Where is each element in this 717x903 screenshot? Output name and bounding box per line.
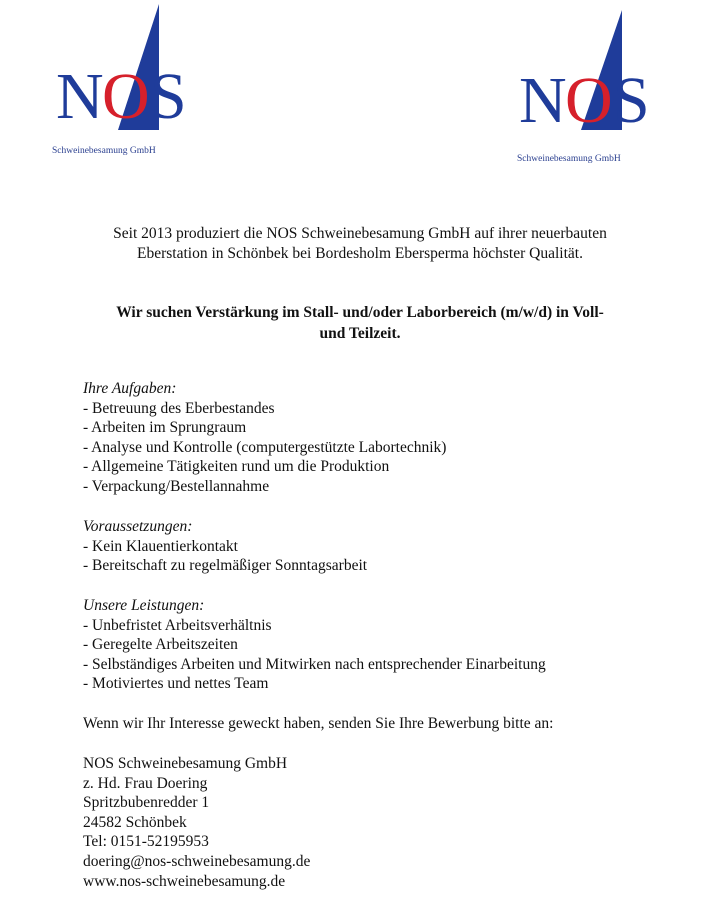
requirements-list xyxy=(83,537,683,576)
logo-left-caption: Schweinebesamung GmbH xyxy=(52,146,156,156)
company-logo-left xyxy=(56,4,206,134)
logo-right-caption: Schweinebesamung GmbH xyxy=(517,154,621,164)
list-item: - Kein Klauentierkontakt xyxy=(83,537,238,555)
logo-letter-n: N xyxy=(519,64,567,137)
website-link[interactable]: www.nos-schweinebesamung.de xyxy=(83,872,286,890)
company-logo-right xyxy=(519,10,669,140)
requirements-section xyxy=(83,517,683,576)
list-item: - Unbefristet Arbeitsverhältnis xyxy=(83,616,272,634)
intro-line: Seit 2013 produziert die NOS Schweinebesamung GmbH auf ihrer neuerbauten xyxy=(113,225,607,242)
tasks-heading: Ihre Aufgaben: xyxy=(83,380,177,397)
job-headline xyxy=(60,302,660,344)
attention-line: z. Hd. Frau Doering xyxy=(83,774,208,792)
list-item: - Verpackung/Bestellannahme xyxy=(83,477,270,495)
benefits-section xyxy=(83,596,683,694)
nos-logo-graphic xyxy=(519,10,669,140)
intro-line: Eberstation in Schönbek bei Bordesholm Ebersperma höchster Qualität. xyxy=(137,245,583,262)
benefits-list xyxy=(83,616,683,694)
requirements-heading: Voraussetzungen: xyxy=(83,518,193,535)
intro-paragraph xyxy=(60,224,660,264)
list-item: - Analyse und Kontrolle (computergestützte Labortechnik) xyxy=(83,438,447,456)
list-item: - Arbeiten im Sprungraum xyxy=(83,419,247,437)
headline-line: und Teilzeit. xyxy=(319,325,401,342)
list-item: - Betreuung des Eberbestandes xyxy=(83,399,275,417)
email-link[interactable]: doering@nos-schweinebesamung.de xyxy=(83,852,311,870)
logo-letter-s: S xyxy=(150,60,187,133)
phone-line: Tel: 0151-52195953 xyxy=(83,833,209,851)
street-line: Spritzbubenredder 1 xyxy=(83,794,210,812)
contact-intro xyxy=(83,714,683,734)
headline-line: Wir suchen Verstärkung im Stall- und/oder Laborbereich (m/w/d) in Voll- xyxy=(116,304,604,321)
logo-letter-o: O xyxy=(565,64,613,137)
benefits-heading: Unsere Leistungen: xyxy=(83,597,205,614)
tasks-list xyxy=(83,399,683,497)
tasks-section xyxy=(83,379,683,497)
list-item: - Allgemeine Tätigkeiten rund um die Produktion xyxy=(83,458,390,476)
logo-letter-s: S xyxy=(613,64,650,137)
nos-logo-graphic xyxy=(56,4,206,134)
list-item: - Motiviertes und nettes Team xyxy=(83,675,269,693)
logo-letter-o: O xyxy=(102,60,150,133)
contact-intro-text: Wenn wir Ihr Interesse geweckt haben, senden Sie Ihre Bewerbung bitte an: xyxy=(83,715,554,732)
list-item: - Geregelte Arbeitszeiten xyxy=(83,636,238,654)
contact-address xyxy=(83,754,683,891)
logo-letter-n: N xyxy=(56,60,104,133)
list-item: - Bereitschaft zu regelmäßiger Sonntagsarbeit xyxy=(83,557,368,575)
city-line: 24582 Schönbek xyxy=(83,813,187,831)
company-name: NOS Schweinebesamung GmbH xyxy=(83,755,288,772)
list-item: - Selbständiges Arbeiten und Mitwirken nach entsprechender Einarbeitung xyxy=(83,655,546,673)
